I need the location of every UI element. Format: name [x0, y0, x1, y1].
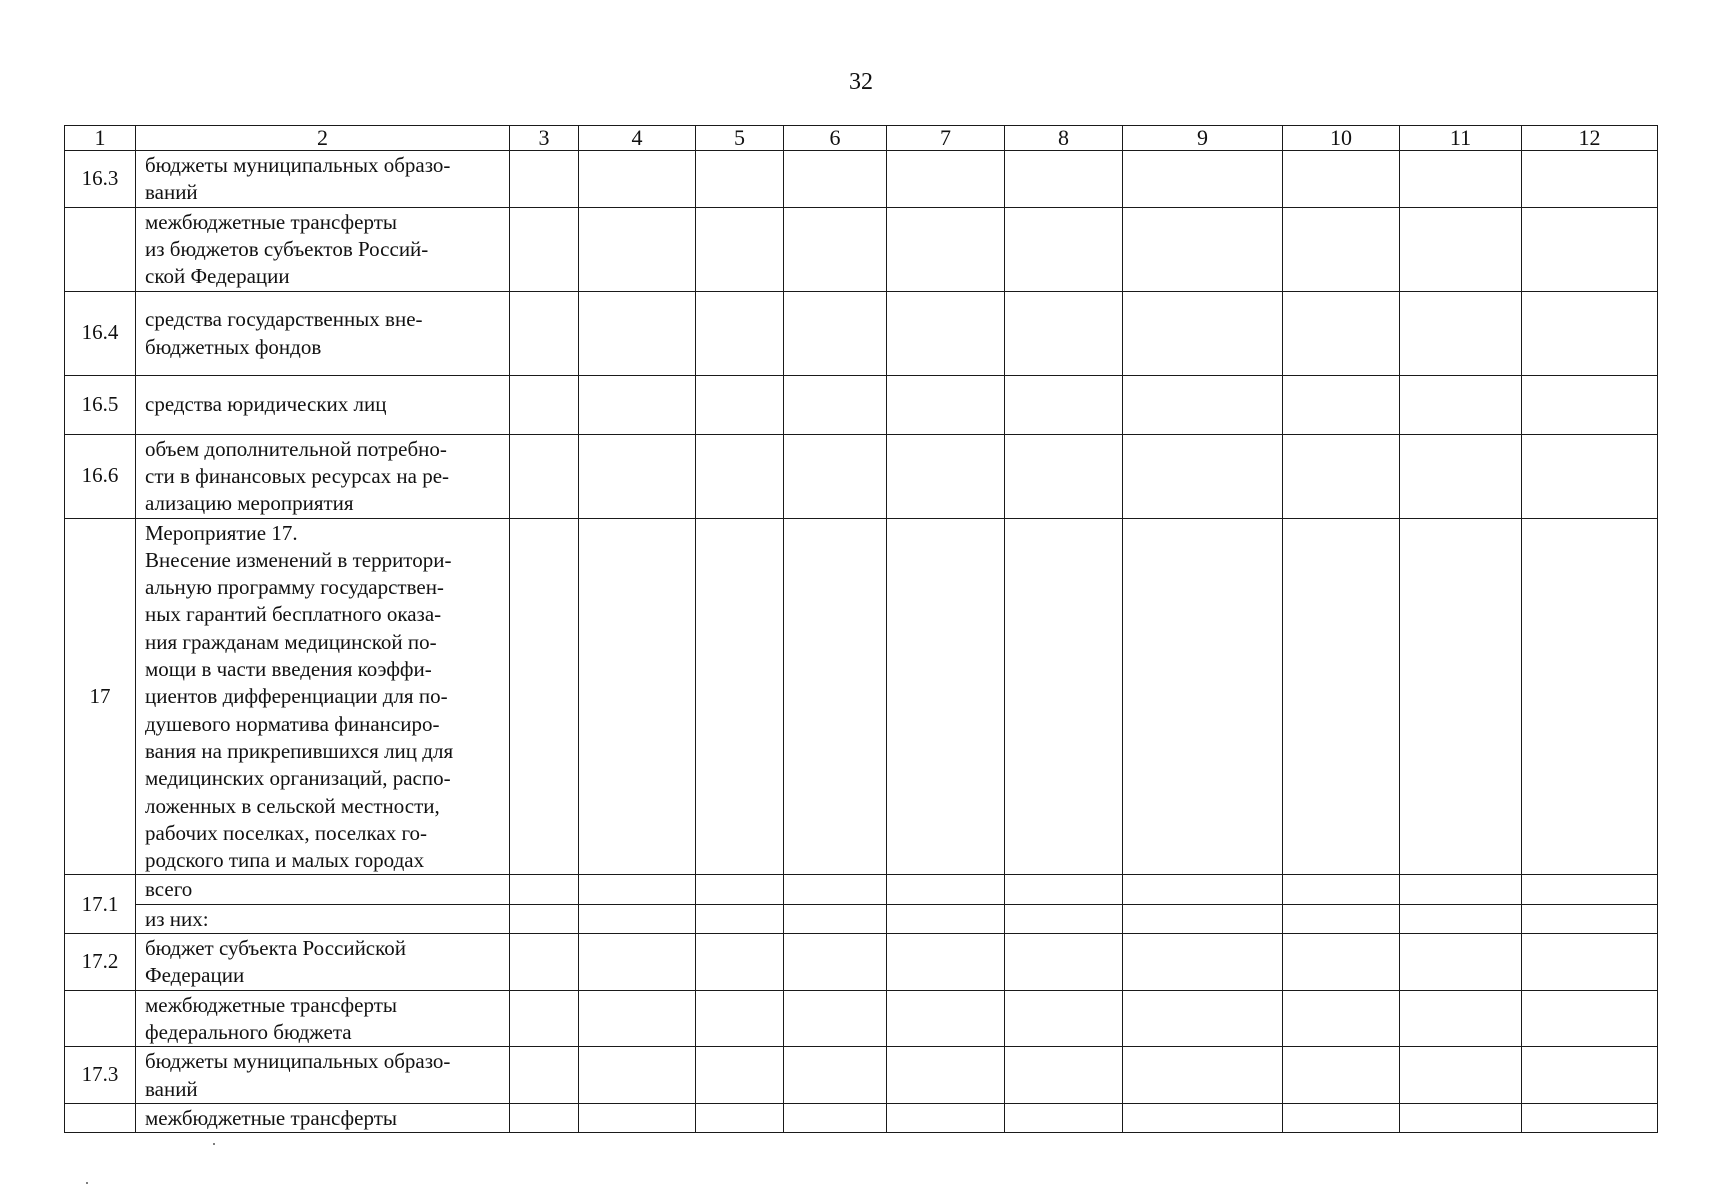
table-cell: [510, 904, 579, 933]
table-cell: [696, 151, 784, 208]
table-cell: [1522, 875, 1658, 904]
header-cell: 9: [1123, 126, 1283, 151]
row-number: 16.6: [65, 434, 136, 518]
table-cell: [1400, 291, 1522, 375]
table-row: [65, 207, 1658, 291]
table-row: [65, 375, 1658, 434]
table-cell: [579, 434, 696, 518]
table-cell: [1400, 207, 1522, 291]
table-cell: [510, 207, 579, 291]
table-cell: [579, 934, 696, 991]
table-cell: [1522, 990, 1658, 1047]
table-cell: [510, 1103, 579, 1132]
row-number: 16.3: [65, 151, 136, 208]
table-cell: [510, 518, 579, 875]
row-number: 17.2: [65, 934, 136, 991]
table-header-row: [65, 126, 1658, 151]
table-cell: [1123, 291, 1283, 375]
table-cell: [579, 207, 696, 291]
table-cell: [1522, 904, 1658, 933]
table-cell: [1400, 1103, 1522, 1132]
table-cell: [1400, 904, 1522, 933]
financing-table: [64, 125, 1658, 1133]
row-number: 17.3: [65, 1047, 136, 1104]
table-cell: [510, 990, 579, 1047]
table-cell: [1005, 1103, 1123, 1132]
header-cell: 7: [887, 126, 1005, 151]
table-cell: [887, 434, 1005, 518]
table-cell: [696, 1047, 784, 1104]
table-cell: [1005, 990, 1123, 1047]
table-cell: [887, 904, 1005, 933]
scan-speck: [213, 1143, 215, 1145]
table-cell: [579, 990, 696, 1047]
table-cell: [1005, 518, 1123, 875]
row-description: объем дополнительной потребно- сти в финансовых ресурсах на ре- ализацию мероприятия: [136, 434, 510, 518]
table-cell: [1522, 518, 1658, 875]
header-cell: 3: [510, 126, 579, 151]
row-description: из них:: [136, 904, 510, 933]
table-cell: [1522, 434, 1658, 518]
table-cell: [1283, 904, 1400, 933]
table-cell: [510, 934, 579, 991]
table-cell: [887, 518, 1005, 875]
table-cell: [1005, 207, 1123, 291]
table-cell: [696, 434, 784, 518]
table-cell: [1400, 875, 1522, 904]
table-cell: [784, 434, 887, 518]
table-cell: [887, 990, 1005, 1047]
table-cell: [696, 990, 784, 1047]
table-cell: [1005, 934, 1123, 991]
table-cell: [1283, 518, 1400, 875]
row-description: межбюджетные трансферты из бюджетов субъектов Россий- ской Федерации: [136, 207, 510, 291]
table-cell: [784, 375, 887, 434]
table-cell: [1123, 518, 1283, 875]
table-cell: [510, 875, 579, 904]
table-row: [65, 434, 1658, 518]
table-cell: [1123, 904, 1283, 933]
header-cell: 10: [1283, 126, 1400, 151]
table-cell: [1400, 434, 1522, 518]
table-cell: [784, 934, 887, 991]
header-cell: 6: [784, 126, 887, 151]
table-cell: [1283, 1103, 1400, 1132]
row-description: средства государственных вне- бюджетных фондов: [136, 291, 510, 375]
table-cell: [579, 1047, 696, 1104]
header-cell: 8: [1005, 126, 1123, 151]
table-cell: [784, 1047, 887, 1104]
table-cell: [784, 151, 887, 208]
table-cell: [1123, 990, 1283, 1047]
table-row: [65, 904, 1658, 933]
header-cell: 4: [579, 126, 696, 151]
table-cell: [696, 375, 784, 434]
table-cell: [1522, 207, 1658, 291]
table-row: [65, 990, 1658, 1047]
table-row: [65, 518, 1658, 875]
row-description: бюджет субъекта Российской Федерации: [136, 934, 510, 991]
table-cell: [1005, 375, 1123, 434]
row-number: 16.4: [65, 291, 136, 375]
table-cell: [1123, 434, 1283, 518]
table-cell: [1283, 375, 1400, 434]
table-cell: [1123, 934, 1283, 991]
table-cell: [887, 291, 1005, 375]
table-cell: [887, 934, 1005, 991]
table-cell: [887, 207, 1005, 291]
table-cell: [510, 291, 579, 375]
table-cell: [1400, 990, 1522, 1047]
header-cell: 12: [1522, 126, 1658, 151]
table-cell: [1123, 1047, 1283, 1104]
header-cell: 11: [1400, 126, 1522, 151]
row-description: межбюджетные трансферты: [136, 1103, 510, 1132]
table-row: [65, 875, 1658, 904]
table-cell: [1123, 207, 1283, 291]
row-description: бюджеты муниципальных образо- ваний: [136, 151, 510, 208]
table-cell: [887, 375, 1005, 434]
table-cell: [1123, 375, 1283, 434]
table-cell: [579, 518, 696, 875]
table-cell: [784, 291, 887, 375]
table-cell: [579, 375, 696, 434]
row-number: 16.5: [65, 375, 136, 434]
table-cell: [510, 375, 579, 434]
table-cell: [696, 904, 784, 933]
table-cell: [1005, 434, 1123, 518]
table-cell: [1522, 291, 1658, 375]
row-description: средства юридических лиц: [136, 375, 510, 434]
table-cell: [579, 875, 696, 904]
table-cell: [1123, 875, 1283, 904]
table-cell: [784, 207, 887, 291]
table-cell: [1283, 434, 1400, 518]
page-number: 32: [849, 69, 873, 95]
table-cell: [696, 1103, 784, 1132]
table-cell: [1005, 875, 1123, 904]
table-cell: [696, 207, 784, 291]
table-cell: [696, 518, 784, 875]
row-number: 17.1: [65, 875, 136, 934]
table-cell: [784, 1103, 887, 1132]
table-cell: [1400, 518, 1522, 875]
table-cell: [1283, 291, 1400, 375]
row-description: межбюджетные трансферты федерального бюджета: [136, 990, 510, 1047]
table-cell: [1123, 151, 1283, 208]
table-cell: [510, 434, 579, 518]
header-cell: 5: [696, 126, 784, 151]
table-cell: [887, 875, 1005, 904]
row-description: бюджеты муниципальных образо- ваний: [136, 1047, 510, 1104]
table-cell: [887, 1047, 1005, 1104]
scan-speck: [86, 1182, 88, 1184]
table-cell: [784, 904, 887, 933]
table-cell: [1283, 934, 1400, 991]
table-cell: [1522, 934, 1658, 991]
table-cell: [1400, 151, 1522, 208]
table-cell: [1123, 1103, 1283, 1132]
table-cell: [579, 1103, 696, 1132]
row-number: 17: [65, 518, 136, 875]
table-row: [65, 934, 1658, 991]
table-cell: [1283, 207, 1400, 291]
table-cell: [1522, 1103, 1658, 1132]
table-row: [65, 1103, 1658, 1132]
table-cell: [1005, 1047, 1123, 1104]
table-cell: [1522, 151, 1658, 208]
table-cell: [696, 875, 784, 904]
table-cell: [579, 151, 696, 208]
table-cell: [784, 990, 887, 1047]
table-cell: [1283, 990, 1400, 1047]
row-description: всего: [136, 875, 510, 904]
table-cell: [510, 151, 579, 208]
table-cell: [1522, 375, 1658, 434]
row-number: [65, 207, 136, 291]
table-cell: [1522, 1047, 1658, 1104]
table-row: [65, 291, 1658, 375]
table-cell: [579, 291, 696, 375]
table-cell: [1283, 1047, 1400, 1104]
table-cell: [784, 875, 887, 904]
row-number: [65, 1103, 136, 1132]
table-cell: [1005, 291, 1123, 375]
table-row: [65, 151, 1658, 208]
table-cell: [1283, 151, 1400, 208]
row-number: [65, 990, 136, 1047]
table-cell: [1005, 904, 1123, 933]
table-cell: [696, 291, 784, 375]
table-row: [65, 1047, 1658, 1104]
table-cell: [887, 1103, 1005, 1132]
table-cell: [579, 904, 696, 933]
row-description: Мероприятие 17. Внесение изменений в территори- альную программу государствен- ных гарантий бесплатного оказа- ния гражданам медицинской по- мощи в части введения коэффи- циентов дифференциации для по- душевого норматива финансиро- вания на прикрепившихся лиц для медицинских организаций, распо- ложенных в сельской местности, рабочих поселках, поселках го- родского типа и малых городах: [136, 518, 510, 875]
table-cell: [510, 1047, 579, 1104]
table-cell: [784, 518, 887, 875]
table-cell: [696, 934, 784, 991]
table-cell: [1400, 1047, 1522, 1104]
table-cell: [1283, 875, 1400, 904]
header-cell: 1: [65, 126, 136, 151]
table-cell: [1005, 151, 1123, 208]
table-cell: [1400, 375, 1522, 434]
header-cell: 2: [136, 126, 510, 151]
table-cell: [887, 151, 1005, 208]
table-cell: [1400, 934, 1522, 991]
